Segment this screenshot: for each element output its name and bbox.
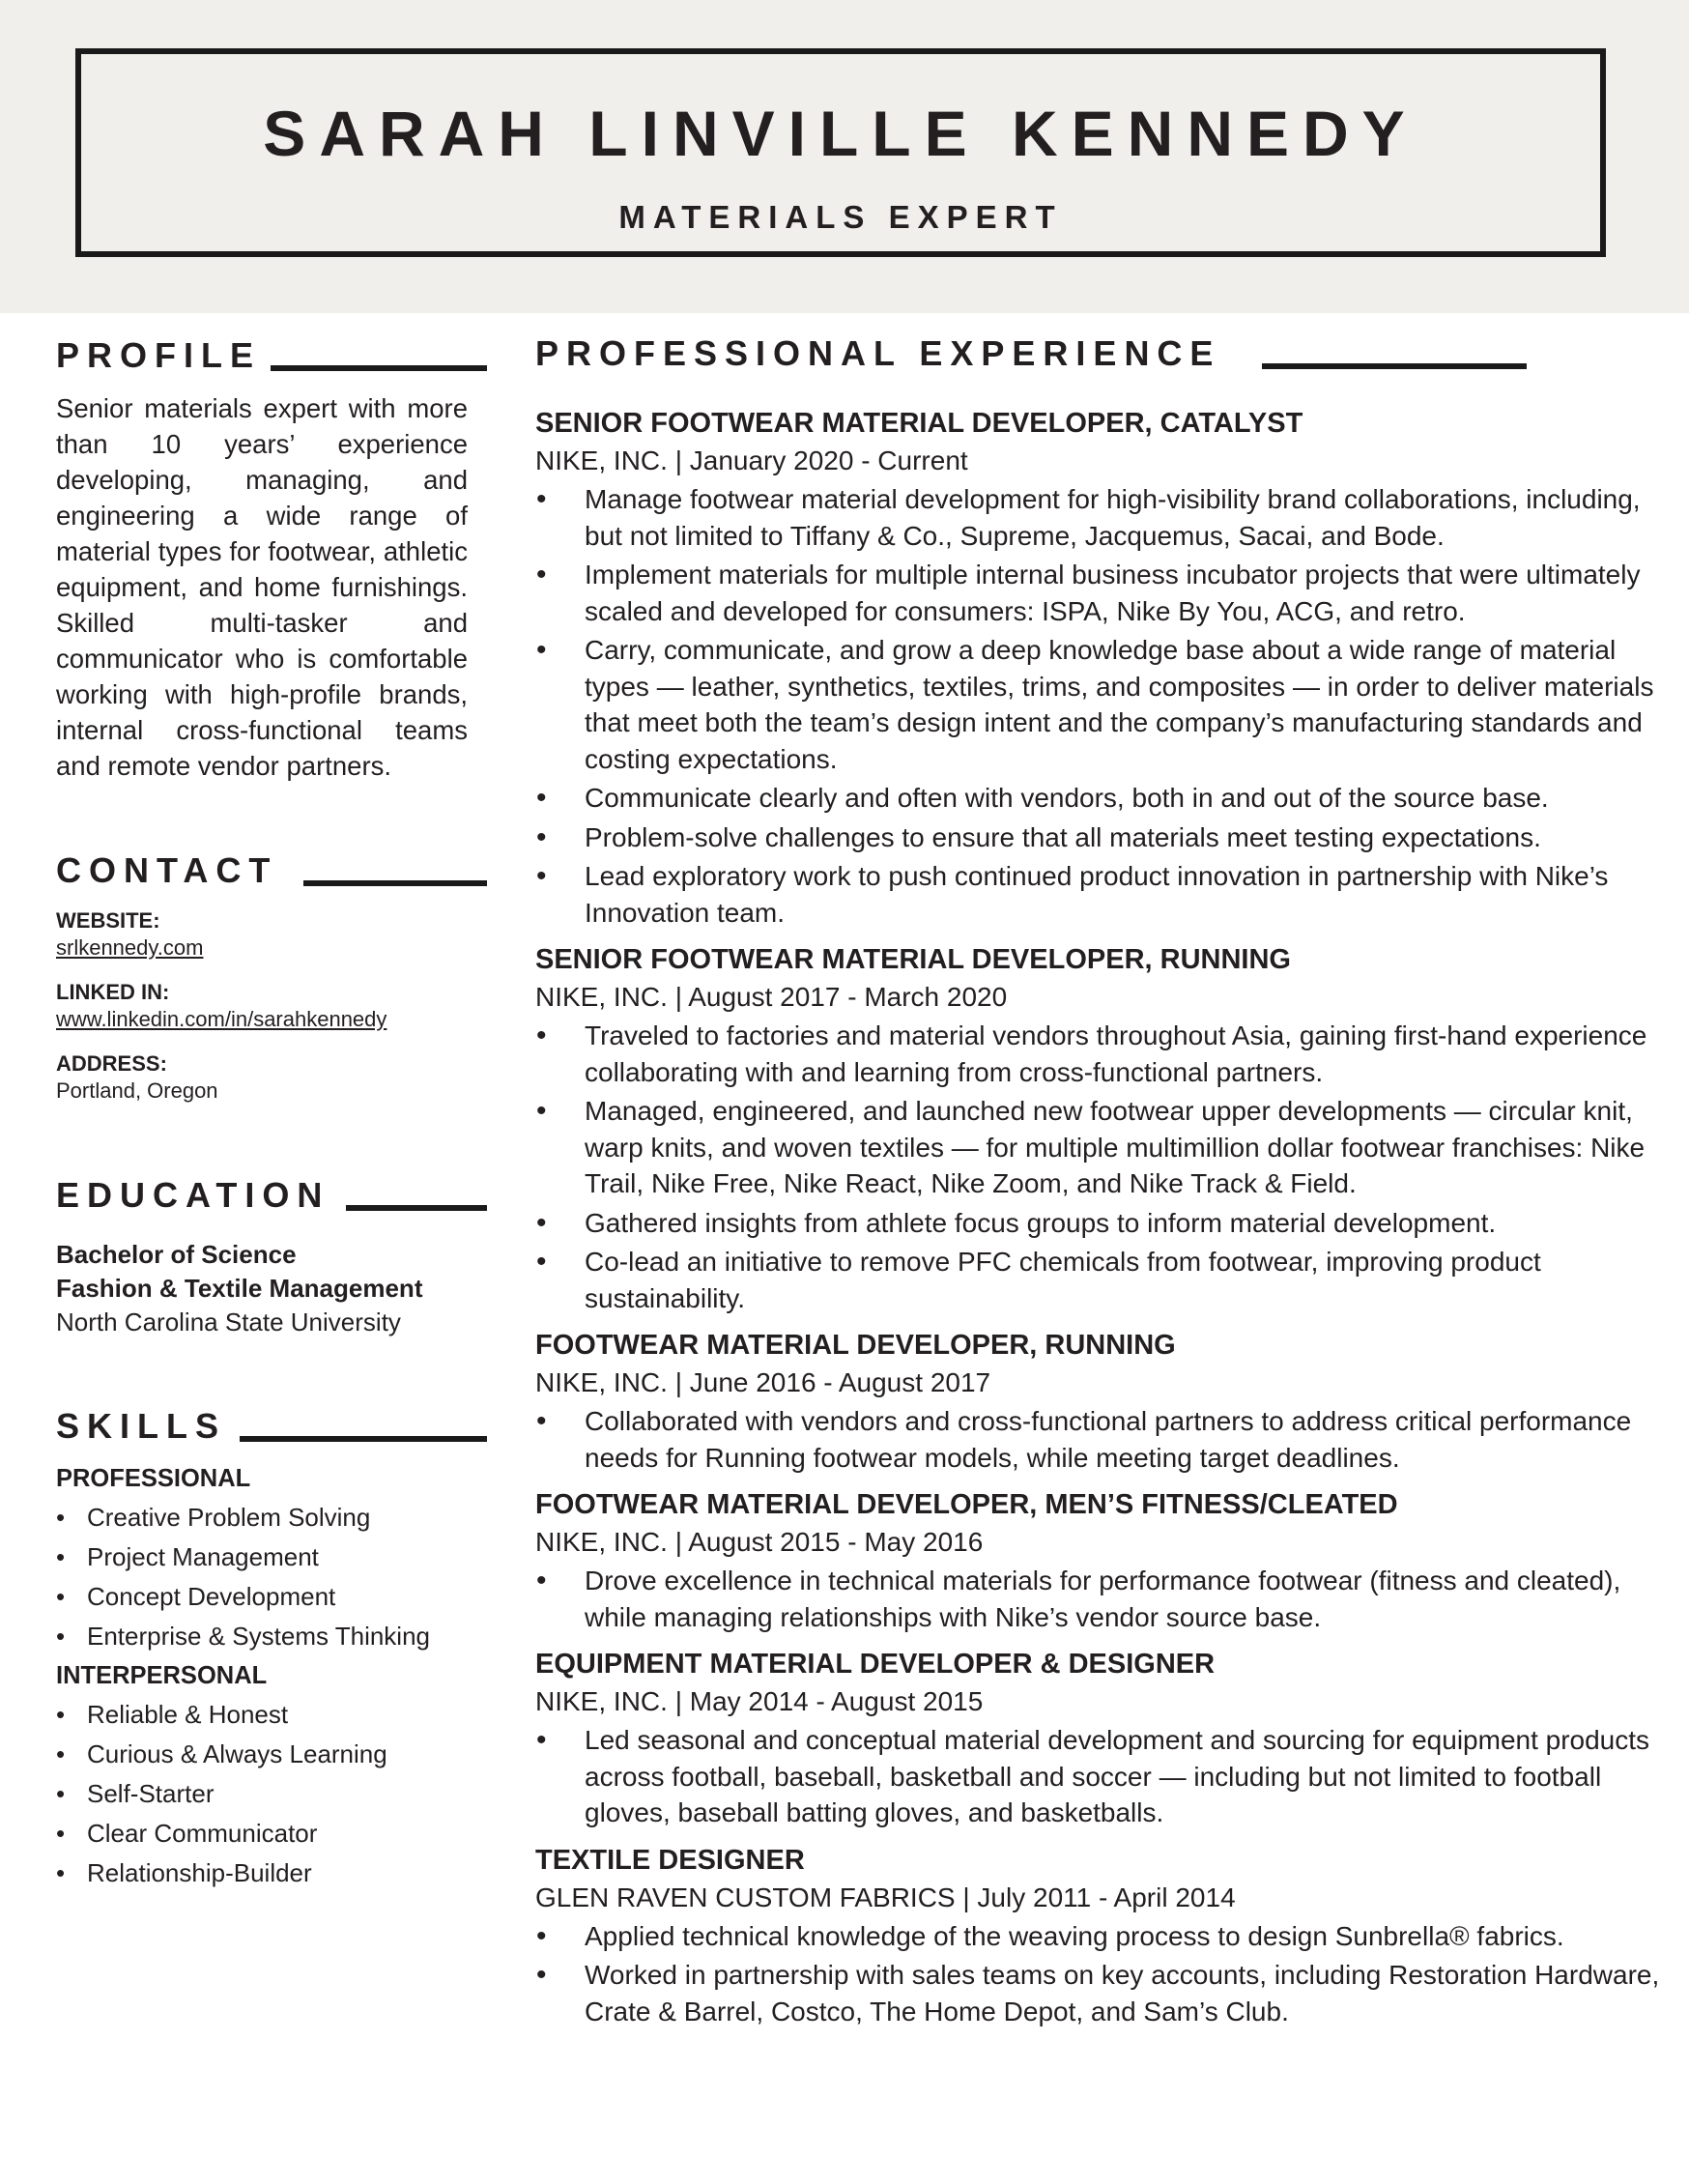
- job-entry: [535, 1645, 1662, 1831]
- job-entry: [535, 404, 1662, 931]
- job-bullets: [535, 1563, 1662, 1635]
- job-entry: [535, 940, 1662, 1316]
- section-title: EDUCATION: [56, 1175, 330, 1215]
- education-heading: [56, 1159, 487, 1226]
- major: Fashion & Textile Management: [56, 1274, 423, 1303]
- list-item: • Enterprise & Systems Thinking: [56, 1617, 487, 1656]
- list-item: • Implement materials for multiple internal business incubator projects that were ultimately scaled and developed for consumers: ISPA, Nike By You, ACG, and retro.: [535, 557, 1662, 629]
- website-link[interactable]: srlkennedy.com: [56, 935, 204, 960]
- heading-rule: [240, 1436, 487, 1442]
- job-title: SENIOR FOOTWEAR MATERIAL DEVELOPER, CATALYST: [535, 408, 1303, 439]
- list-item: • Applied technical knowledge of the weaving process to design Sunbrella® fabrics.: [535, 1918, 1662, 1955]
- job-meta: GLEN RAVEN CUSTOM FABRICS | July 2011 - April 2014: [535, 1882, 1236, 1912]
- list-item: • Collaborated with vendors and cross-functional partners to address critical performance needs for Running footwear models, while meeting target deadlines.: [535, 1403, 1662, 1476]
- section-title: PROFESSIONAL EXPERIENCE: [535, 333, 1221, 373]
- experience-heading: [535, 319, 1662, 404]
- section-title: CONTACT: [56, 850, 278, 890]
- job-meta: NIKE, INC. | August 2015 - May 2016: [535, 1527, 984, 1557]
- job-meta: NIKE, INC. | January 2020 - Current: [535, 445, 968, 475]
- job-bullets: [535, 1918, 1662, 2030]
- address-value: Portland, Oregon: [56, 1078, 218, 1103]
- list-item: • Concept Development: [56, 1577, 487, 1617]
- list-item: • Project Management: [56, 1537, 487, 1577]
- job-title: FOOTWEAR MATERIAL DEVELOPER, RUNNING: [535, 1330, 1176, 1361]
- list-item: • Lead exploratory work to push continued product innovation in partnership with Nike’s Innovation team.: [535, 858, 1662, 931]
- degree: Bachelor of Science: [56, 1240, 297, 1269]
- job-bullets: [535, 1018, 1662, 1316]
- job-bullets: [535, 481, 1662, 931]
- list-item: • Problem-solve challenges to ensure that all materials meet testing expectations.: [535, 819, 1662, 856]
- list-item: • Self-Starter: [56, 1774, 487, 1814]
- candidate-name: SARAH LINVILLE KENNEDY: [263, 98, 1418, 169]
- school: North Carolina State University: [56, 1308, 401, 1336]
- job-title: EQUIPMENT MATERIAL DEVELOPER & DESIGNER: [535, 1649, 1216, 1680]
- list-item: • Managed, engineered, and launched new footwear upper developments — circular knit, warp knits, and woven textiles — for multiple multimillion dollar footwear franchises: Nike Trail, Nike Free, Nike React, Nike Zoom, and Nike Track & Field.: [535, 1093, 1662, 1202]
- list-item: • Relationship-Builder: [56, 1854, 487, 1893]
- heading-rule: [1262, 363, 1527, 369]
- list-item: • Communicate clearly and often with vendors, both in and out of the source base.: [535, 780, 1662, 817]
- education-block: [56, 1238, 487, 1339]
- job-meta: NIKE, INC. | August 2017 - March 2020: [535, 982, 1008, 1012]
- list-item: • Reliable & Honest: [56, 1695, 487, 1735]
- heading-rule: [346, 1205, 487, 1211]
- list-item: • Co-lead an initiative to remove PFC chemicals from footwear, improving product sustainability.: [535, 1244, 1662, 1316]
- section-title: PROFILE: [56, 335, 262, 375]
- list-item: • Manage footwear material development for high-visibility brand collaborations, including, but not limited to Tiffany & Co., Supreme, Jacquemus, Sacai, and Bode.: [535, 481, 1662, 554]
- list-item: • Worked in partnership with sales teams on key accounts, including Restoration Hardware, Crate & Barrel, Costco, The Home Depot, and Sam’s Club.: [535, 1957, 1662, 2029]
- linkedin-label: LINKED IN:: [56, 980, 170, 1004]
- job-bullets: [535, 1722, 1662, 1831]
- left-column: [56, 319, 487, 1893]
- professional-skills-list: [56, 1498, 487, 1656]
- candidate-title: MATERIALS EXPERT: [618, 199, 1063, 235]
- job-entry: [535, 1326, 1662, 1476]
- skills-heading: [56, 1390, 487, 1457]
- list-item: • Curious & Always Learning: [56, 1735, 487, 1774]
- job-entry: [535, 1841, 1662, 2030]
- name-box: [75, 48, 1606, 257]
- list-item: • Creative Problem Solving: [56, 1498, 487, 1537]
- job-title: FOOTWEAR MATERIAL DEVELOPER, MEN’S FITNESS/CLEATED: [535, 1489, 1398, 1520]
- contact-heading: [56, 834, 487, 902]
- job-entry: [535, 1485, 1662, 1635]
- list-item: • Gathered insights from athlete focus groups to inform material development.: [535, 1205, 1662, 1242]
- profile-summary: Senior materials expert with more than 10 years’ experience developing, managing, and engineering a wide range of material types for footwear, athletic equipment, and home furnishings. Skilled multi-tasker and communicator who is comfortable working with high-profile brands, internal cross-functional teams and remote vendor partners.: [56, 393, 468, 781]
- list-item: • Drove excellence in technical materials for performance footwear (fitness and cleated), while managing relationships with Nike’s vendor source base.: [535, 1563, 1662, 1635]
- contact-list: [56, 907, 487, 1105]
- interpersonal-skills-list: [56, 1695, 487, 1893]
- linkedin-link[interactable]: www.linkedin.com/in/sarahkennedy: [56, 1007, 387, 1031]
- interpersonal-skills-label: INTERPERSONAL: [56, 1662, 268, 1689]
- list-item: • Clear Communicator: [56, 1814, 487, 1854]
- website-label: WEBSITE:: [56, 908, 160, 933]
- list-item: • Carry, communicate, and grow a deep knowledge base about a wide range of material types — leather, synthetics, textiles, trims, and composites — in order to deliver materials that meet both the team’s design intent and the company’s manufacturing standards and costing expectations.: [535, 632, 1662, 777]
- heading-rule: [303, 880, 487, 886]
- list-item: • Traveled to factories and material vendors throughout Asia, gaining first-hand experience collaborating with and learning from cross-functional partners.: [535, 1018, 1662, 1090]
- section-title: SKILLS: [56, 1406, 227, 1446]
- job-meta: NIKE, INC. | May 2014 - August 2015: [535, 1686, 984, 1716]
- job-title: SENIOR FOOTWEAR MATERIAL DEVELOPER, RUNNING: [535, 944, 1291, 975]
- right-column: [535, 319, 1662, 2039]
- address-label: ADDRESS:: [56, 1051, 167, 1076]
- job-meta: NIKE, INC. | June 2016 - August 2017: [535, 1367, 991, 1397]
- job-title: TEXTILE DESIGNER: [535, 1844, 805, 1876]
- professional-skills-label: PROFESSIONAL: [56, 1465, 251, 1492]
- job-bullets: [535, 1403, 1662, 1476]
- skills-block: [56, 1459, 487, 1893]
- header-band: [0, 0, 1689, 313]
- profile-heading: [56, 319, 487, 387]
- list-item: • Led seasonal and conceptual material development and sourcing for equipment products across football, baseball, basketball and soccer — including but not limited to football gloves, baseball batting gloves, and basketballs.: [535, 1722, 1662, 1831]
- heading-rule: [271, 365, 487, 371]
